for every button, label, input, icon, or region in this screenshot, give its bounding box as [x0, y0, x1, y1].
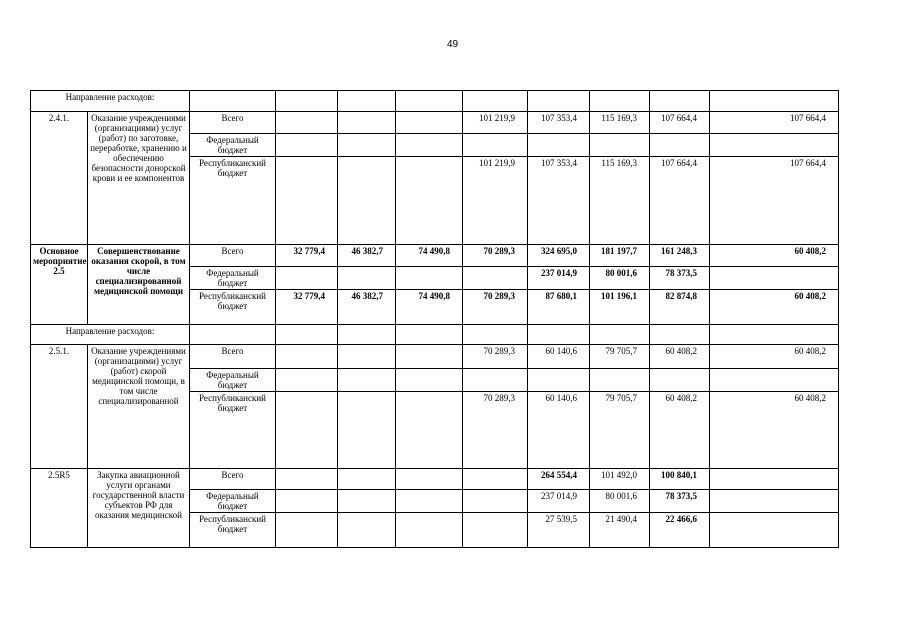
amount-cell — [276, 267, 338, 290]
amount-cell: 78 373,5 — [650, 267, 710, 290]
amount-cell: 80 001,6 — [590, 267, 650, 290]
empty-cell — [650, 91, 710, 112]
row-name: Оказание учреждениями (организациями) услуг (работ) по заготовке, переработке, хранению и обеспечению безопасности донорской крови и ее компонентов — [88, 112, 190, 245]
amount-cell: 101 219,9 — [463, 112, 528, 134]
amount-cell — [528, 369, 590, 392]
amount-cell: 107 664,4 — [710, 112, 839, 134]
amount-cell — [338, 134, 396, 157]
row-code: 2.5R5 — [31, 469, 88, 548]
amount-cell: 27 539,5 — [528, 513, 590, 548]
amount-cell — [710, 134, 839, 157]
amount-cell: 22 466,6 — [650, 513, 710, 548]
funding-source: Республиканский бюджет — [190, 290, 276, 325]
amount-cell: 107 353,4 — [528, 112, 590, 134]
empty-cell — [528, 91, 590, 112]
amount-cell: 32 779,4 — [276, 245, 338, 267]
amount-cell: 115 169,3 — [590, 157, 650, 245]
amount-cell — [590, 134, 650, 157]
amount-cell: 264 554,4 — [528, 469, 590, 490]
amount-cell — [276, 469, 338, 490]
amount-cell — [338, 345, 396, 369]
table-row — [31, 345, 839, 369]
amount-cell — [338, 157, 396, 245]
funding-source: Всего — [190, 469, 276, 490]
funding-source: Всего — [190, 245, 276, 267]
amount-cell — [710, 513, 839, 548]
amount-cell: 237 014,9 — [528, 490, 590, 513]
amount-cell — [710, 469, 839, 490]
amount-cell — [590, 369, 650, 392]
amount-cell: 181 197,7 — [590, 245, 650, 267]
amount-cell: 60 408,2 — [650, 392, 710, 469]
amount-cell — [463, 134, 528, 157]
amount-cell — [276, 490, 338, 513]
amount-cell — [396, 267, 463, 290]
amount-cell: 101 219,9 — [463, 157, 528, 245]
amount-cell: 46 382,7 — [338, 290, 396, 325]
amount-cell: 46 382,7 — [338, 245, 396, 267]
amount-cell: 80 001,6 — [590, 490, 650, 513]
amount-cell: 107 353,4 — [528, 157, 590, 245]
amount-cell: 60 140,6 — [528, 392, 590, 469]
amount-cell: 107 664,4 — [650, 157, 710, 245]
amount-cell: 70 289,3 — [463, 290, 528, 325]
direction-row — [31, 91, 839, 112]
amount-cell: 60 408,2 — [710, 392, 839, 469]
amount-cell: 60 408,2 — [710, 245, 839, 267]
expenditure-table — [30, 90, 839, 548]
amount-cell: 324 695,0 — [528, 245, 590, 267]
empty-cell — [396, 325, 463, 345]
amount-cell — [276, 392, 338, 469]
empty-cell — [590, 325, 650, 345]
amount-cell: 87 680,1 — [528, 290, 590, 325]
funding-source: Республиканский бюджет — [190, 513, 276, 548]
amount-cell — [710, 490, 839, 513]
empty-cell — [338, 325, 396, 345]
amount-cell: 79 705,7 — [590, 345, 650, 369]
amount-cell — [463, 469, 528, 490]
amount-cell: 74 490,8 — [396, 245, 463, 267]
amount-cell: 70 289,3 — [463, 392, 528, 469]
empty-cell — [710, 91, 839, 112]
table-row — [31, 112, 839, 134]
row-code: 2.4.1. — [31, 112, 88, 245]
funding-source: Республиканский бюджет — [190, 392, 276, 469]
funding-source: Республиканский бюджет — [190, 157, 276, 245]
empty-cell — [463, 325, 528, 345]
funding-source: Федеральный бюджет — [190, 134, 276, 157]
amount-cell: 60 140,6 — [528, 345, 590, 369]
empty-cell — [190, 325, 276, 345]
amount-cell — [338, 369, 396, 392]
table-row — [31, 245, 839, 267]
amount-cell — [650, 369, 710, 392]
amount-cell — [463, 369, 528, 392]
amount-cell: 82 874,8 — [650, 290, 710, 325]
amount-cell — [338, 267, 396, 290]
direction-label: Направление расходов: — [31, 91, 190, 112]
amount-cell — [338, 112, 396, 134]
funding-source: Федеральный бюджет — [190, 490, 276, 513]
amount-cell — [396, 469, 463, 490]
amount-cell: 74 490,8 — [396, 290, 463, 325]
funding-source: Федеральный бюджет — [190, 267, 276, 290]
amount-cell — [528, 134, 590, 157]
amount-cell — [710, 369, 839, 392]
amount-cell — [276, 112, 338, 134]
amount-cell: 101 492,0 — [590, 469, 650, 490]
amount-cell: 237 014,9 — [528, 267, 590, 290]
amount-cell — [276, 134, 338, 157]
direction-row — [31, 325, 839, 345]
amount-cell — [338, 513, 396, 548]
amount-cell: 70 289,3 — [463, 345, 528, 369]
empty-cell — [276, 91, 338, 112]
amount-cell — [396, 369, 463, 392]
amount-cell: 60 408,2 — [710, 345, 839, 369]
amount-cell — [396, 490, 463, 513]
amount-cell: 60 408,2 — [710, 290, 839, 325]
amount-cell: 107 664,4 — [710, 157, 839, 245]
amount-cell: 70 289,3 — [463, 245, 528, 267]
empty-cell — [338, 91, 396, 112]
amount-cell: 101 196,1 — [590, 290, 650, 325]
amount-cell — [396, 157, 463, 245]
row-name: Оказание учреждениями (организациями) услуг (работ) скорой медицинской помощи, в том числе специализированной — [88, 345, 190, 469]
amount-cell — [463, 267, 528, 290]
amount-cell — [396, 513, 463, 548]
empty-cell — [650, 325, 710, 345]
amount-cell — [276, 513, 338, 548]
funding-source: Всего — [190, 345, 276, 369]
row-name: Закупка авиационной услуги органами государственной власти субъектов РФ для оказания медицинской — [88, 469, 190, 548]
row-name: Совершенствование оказания скорой, в том числе специализированной медицинской помощи — [88, 245, 190, 325]
amount-cell: 21 490,4 — [590, 513, 650, 548]
amount-cell — [338, 490, 396, 513]
amount-cell: 115 169,3 — [590, 112, 650, 134]
amount-cell — [463, 490, 528, 513]
empty-cell — [396, 91, 463, 112]
main-activity-code: Основное мероприятие 2.5 — [31, 245, 88, 325]
amount-cell: 78 373,5 — [650, 490, 710, 513]
amount-cell — [276, 345, 338, 369]
funding-source: Федеральный бюджет — [190, 369, 276, 392]
amount-cell: 60 408,2 — [650, 345, 710, 369]
funding-source: Всего — [190, 112, 276, 134]
amount-cell — [396, 345, 463, 369]
amount-cell: 32 779,4 — [276, 290, 338, 325]
amount-cell — [338, 392, 396, 469]
amount-cell — [650, 134, 710, 157]
direction-label: Направление расходов: — [31, 325, 190, 345]
amount-cell — [396, 112, 463, 134]
empty-cell — [590, 91, 650, 112]
amount-cell — [463, 513, 528, 548]
empty-cell — [528, 325, 590, 345]
amount-cell: 100 840,1 — [650, 469, 710, 490]
row-code: 2.5.1. — [31, 345, 88, 469]
amount-cell: 79 705,7 — [590, 392, 650, 469]
table-row — [31, 469, 839, 490]
page-number: 49 — [446, 39, 459, 50]
empty-cell — [276, 325, 338, 345]
amount-cell — [396, 134, 463, 157]
amount-cell — [396, 392, 463, 469]
amount-cell: 107 664,4 — [650, 112, 710, 134]
amount-cell — [338, 469, 396, 490]
amount-cell — [710, 267, 839, 290]
amount-cell — [276, 157, 338, 245]
empty-cell — [190, 91, 276, 112]
amount-cell: 161 248,3 — [650, 245, 710, 267]
empty-cell — [463, 91, 528, 112]
amount-cell — [276, 369, 338, 392]
empty-cell — [710, 325, 839, 345]
